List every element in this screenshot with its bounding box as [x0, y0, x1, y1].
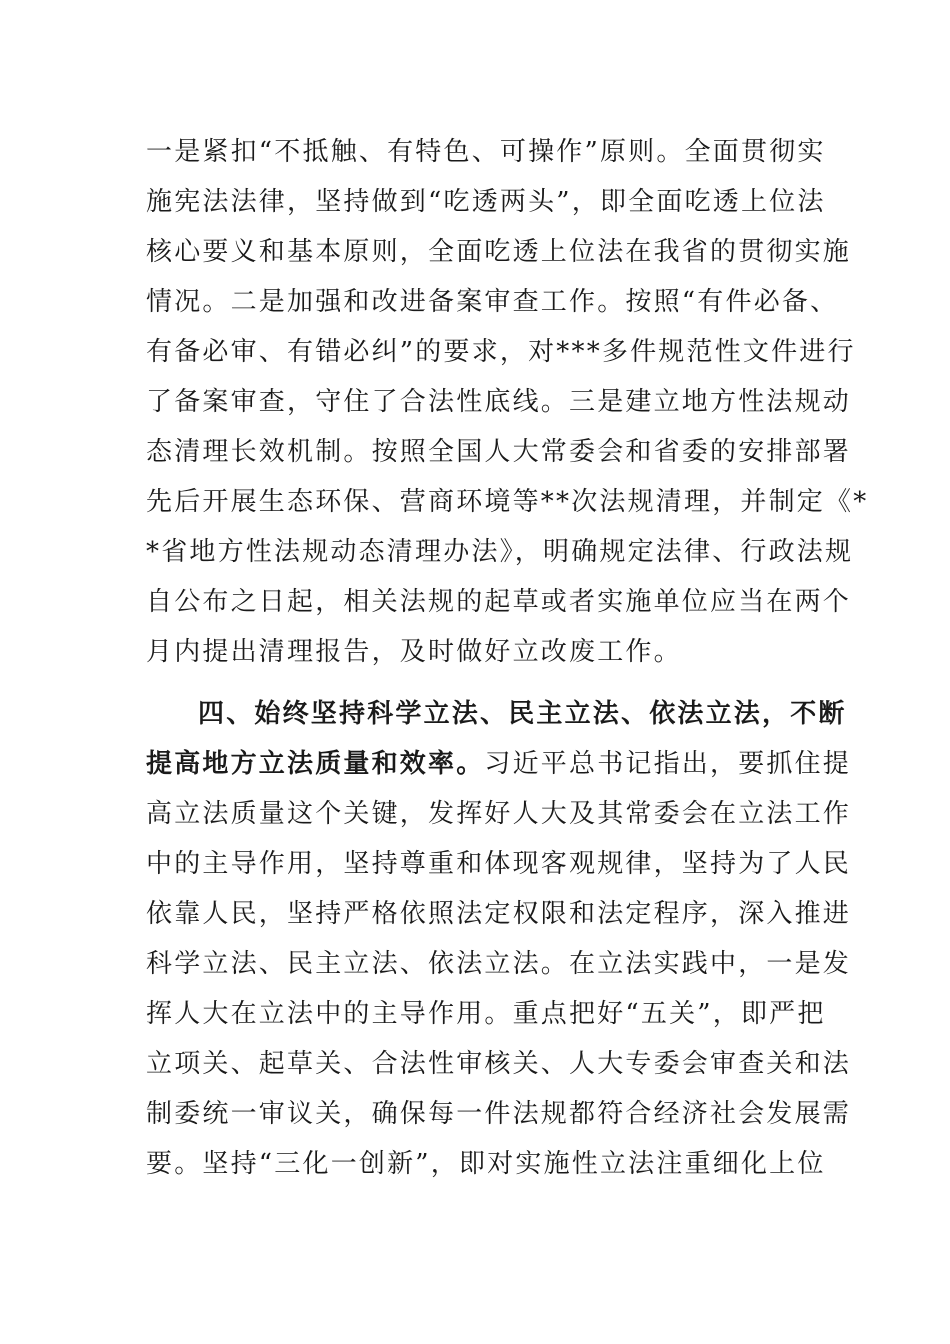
paragraph-1-line-3: 核心要义和基本原则，全面吃透上位法在我省的贯彻实施: [146, 237, 852, 267]
paragraph-2-line-8: 要。坚持“三化一创新”，即对实施性立法注重细化上位: [146, 1149, 826, 1179]
section-body-start: 习近平总书记指出，要抓住提: [484, 749, 852, 779]
section-heading-line-2: [146, 739, 852, 789]
paragraph-1-line-10: 自公布之日起，相关法规的起草或者实施单位应当在两个: [146, 587, 852, 617]
paragraph-2: [146, 689, 852, 1189]
paragraph-1-line-6: 了备案审查，守住了合法性底线。三是建立地方性法规动: [146, 387, 852, 417]
paragraph-2-line-2: 中的主导作用，坚持尊重和体现客观规律，坚持为了人民: [146, 849, 852, 879]
paragraph-1-line-9: *省地方性法规动态清理办法》，明确规定法律、行政法规: [146, 537, 854, 567]
paragraph-2-line-3: 依靠人民，坚持严格依照法定权限和法定程序，深入推进: [146, 899, 852, 929]
section-heading-line-1: 四、始终坚持科学立法、民主立法、依法立法，不断: [198, 699, 847, 729]
paragraph-1: [146, 127, 869, 677]
paragraph-1-line-8: 先后开展生态环保、营商环境等**次法规清理，并制定《*: [146, 487, 869, 517]
paragraph-2-line-1: 高立法质量这个关键，发挥好人大及其常委会在立法工作: [146, 799, 852, 829]
paragraph-2-line-6: 立项关、起草关、合法性审核关、人大专委会审查关和法: [146, 1049, 852, 1079]
paragraph-1-line-4: 情况。二是加强和改进备案审查工作。按照“有件必备、: [146, 287, 839, 317]
paragraph-1-line-1: 一是紧扣“不抵触、有特色、可操作”原则。全面贯彻实: [146, 137, 826, 167]
paragraph-2-line-7: 制委统一审议关，确保每一件法规都符合经济社会发展需: [146, 1099, 852, 1129]
paragraph-1-line-2: 施宪法法律，坚持做到“吃透两头”，即全面吃透上位法: [146, 187, 826, 217]
paragraph-1-line-11: 月内提出清理报告，及时做好立改废工作。: [146, 637, 682, 667]
paragraph-2-line-5: 挥人大在立法中的主导作用。重点把好“五关”，即严把: [146, 999, 826, 1029]
paragraph-2-line-4: 科学立法、民主立法、依法立法。在立法实践中，一是发: [146, 949, 852, 979]
section-heading-bold-text: 提高地方立法质量和效率。: [146, 749, 485, 779]
paragraph-1-line-7: 态清理长效机制。按照全国人大常委会和省委的安排部署: [146, 437, 852, 467]
paragraph-1-line-5: 有备必审、有错必纠”的要求，对***多件规范性文件进行: [146, 337, 856, 367]
